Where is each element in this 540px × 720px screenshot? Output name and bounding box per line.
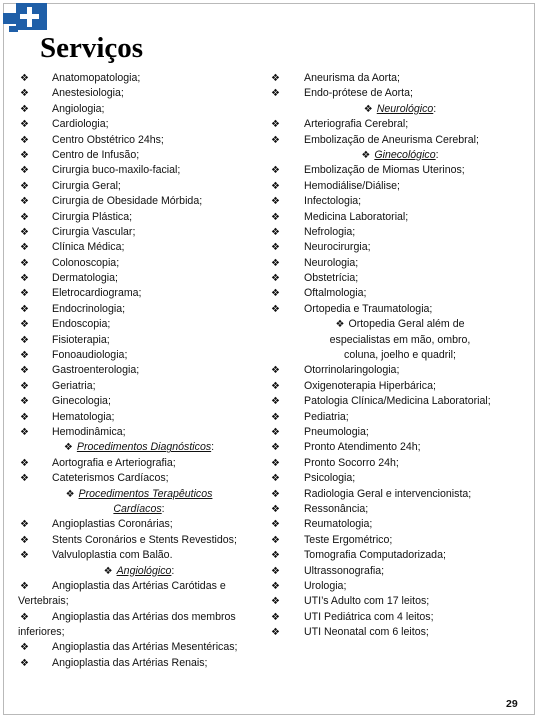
bullet-icon: ❖: [20, 519, 29, 531]
list-item: [271, 286, 529, 301]
list-item-label: Aneurisma da Aorta;: [304, 72, 400, 84]
list-item: [20, 471, 258, 486]
list-item: [20, 133, 258, 148]
bullet-icon: ❖: [271, 119, 280, 131]
list-item: [20, 640, 258, 655]
sub-list-item: [20, 487, 258, 502]
sub-list-item: [20, 564, 258, 579]
list-item-label: Infectologia;: [304, 195, 362, 208]
bullet-icon: ❖: [103, 565, 113, 577]
list-item-label: Reumatologia;: [304, 518, 373, 531]
list-item-label: Pronto Atendimento 24h;: [304, 441, 421, 454]
sub-item-suffix: :: [211, 441, 215, 454]
list-item: [20, 425, 258, 440]
list-item-label: Cateterismos Cardíacos;: [52, 472, 169, 485]
bullet-icon: ❖: [271, 288, 280, 300]
list-item: [20, 610, 258, 625]
list-item-label: Cirurgia Plástica;: [52, 210, 133, 223]
list-item-label: Obstetrícia;: [304, 272, 359, 285]
list-item-label: Medicina Laboratorial;: [304, 210, 409, 223]
list-item-label: Neurologia;: [304, 256, 359, 269]
bullet-icon: ❖: [363, 103, 373, 115]
sub-item-heading: Neurológico: [376, 102, 434, 115]
list-item-label: Aortografia e Arteriografia;: [52, 456, 176, 469]
bullet-icon: ❖: [271, 180, 280, 192]
list-item-label: Clínica Médica;: [52, 241, 125, 254]
bullet-icon: ❖: [20, 580, 29, 592]
bullet-icon: ❖: [271, 134, 280, 146]
list-item: [271, 487, 529, 502]
bullet-icon: ❖: [271, 627, 280, 639]
list-item: [271, 625, 529, 640]
list-item-label: Hemodinâmica;: [52, 425, 126, 438]
bullet-icon: ❖: [271, 473, 280, 485]
list-item-label: Gastroenterologia;: [52, 364, 140, 377]
bullet-icon: ❖: [20, 88, 29, 100]
list-item-label: Cardiologia;: [52, 118, 109, 131]
list-item: [271, 86, 529, 101]
list-item: [20, 656, 258, 671]
list-item: [20, 256, 258, 271]
list-item-label: Angioplastia das Artérias Renais;: [52, 656, 208, 669]
bullet-icon: ❖: [20, 334, 29, 346]
services-list-left: [20, 71, 258, 671]
list-item: [20, 86, 258, 101]
sub-item-heading: Ginecológico: [374, 148, 436, 161]
list-item: [271, 456, 529, 471]
list-item-label: Ginecologia;: [52, 395, 111, 408]
list-item: [20, 163, 258, 178]
list-item-label: Centro Obstétrico 24hs;: [52, 133, 164, 146]
bullet-icon: ❖: [271, 273, 280, 285]
list-item: [271, 533, 529, 548]
list-item-label: Oxigenoterapia Hiperbárica;: [304, 379, 436, 392]
list-item: [271, 610, 529, 625]
list-item-label: Eletrocardiograma;: [52, 287, 142, 300]
sub-item-label: [271, 102, 529, 117]
list-item: [20, 594, 258, 609]
sub-item-suffix: :: [435, 148, 439, 161]
list-item-label: Nefrologia;: [304, 225, 356, 238]
list-item-label: Embolização de Miomas Uterinos;: [304, 164, 465, 177]
list-item: [20, 225, 258, 240]
list-item: [271, 240, 529, 255]
bullet-icon: ❖: [20, 657, 29, 669]
list-item-label: Endocrinologia;: [52, 302, 126, 315]
list-item-label: Radiologia Geral e intervencionista;: [304, 487, 472, 500]
list-item: [20, 240, 258, 255]
list-item-label: Teste Ergométrico;: [304, 533, 393, 546]
bullet-icon: ❖: [271, 519, 280, 531]
list-item-label: Arteriografia Cerebral;: [304, 118, 409, 131]
list-item: [20, 410, 258, 425]
bullet-icon: ❖: [20, 211, 29, 223]
bullet-icon: ❖: [20, 149, 29, 161]
list-item: [271, 594, 529, 609]
list-item: [20, 517, 258, 532]
list-item-label: UTI Pediátrica com 4 leitos;: [304, 610, 434, 623]
list-item-label: Cirurgia Geral;: [52, 179, 121, 192]
list-item: [20, 317, 258, 332]
list-item-label: Centro de Infusão;: [52, 148, 140, 161]
list-item: [20, 286, 258, 301]
sub-item-label: [271, 317, 529, 332]
page-title: Serviços: [40, 32, 144, 64]
bullet-icon: ❖: [20, 73, 29, 84]
list-item-label: Urologia;: [304, 579, 347, 592]
bullet-icon: ❖: [271, 534, 280, 546]
list-item: [20, 271, 258, 286]
list-item: [271, 440, 529, 455]
bullet-icon: ❖: [271, 550, 280, 562]
list-item: [20, 210, 258, 225]
sub-list-item: [271, 102, 529, 117]
bullet-icon: ❖: [20, 426, 29, 438]
bullet-icon: ❖: [20, 273, 29, 285]
list-item: [20, 579, 258, 594]
sub-item-label: [20, 440, 258, 455]
list-item-label: Anestesiologia;: [52, 87, 124, 100]
sub-list-item: [20, 502, 258, 517]
sub-list-item: [20, 440, 258, 455]
list-item: [271, 225, 529, 240]
bullet-icon: ❖: [20, 380, 29, 392]
bullet-icon: ❖: [20, 196, 29, 208]
sub-item-heading: Procedimentos Diagnósticos: [76, 441, 212, 454]
bullet-icon: ❖: [20, 242, 29, 254]
list-item: [20, 102, 258, 117]
bullet-icon: ❖: [20, 411, 29, 423]
bullet-icon: ❖: [271, 457, 280, 469]
list-item-label: Ortopedia e Traumatologia;: [304, 302, 433, 315]
bullet-icon: ❖: [271, 88, 280, 100]
sub-item-heading: Cardíacos: [113, 502, 162, 515]
list-item-label: Patologia Clínica/Medicina Laboratorial;: [304, 395, 491, 408]
list-item-label: Cirurgia de Obesidade Mórbida;: [52, 195, 203, 208]
list-item-label: Neurocirurgia;: [304, 241, 371, 254]
sub-item-text: Ortopedia Geral além de: [348, 318, 465, 331]
bullet-icon: ❖: [271, 503, 280, 515]
bullet-icon: ❖: [335, 319, 345, 331]
list-item-label: Cirurgia Vascular;: [52, 225, 136, 238]
list-item: [271, 271, 529, 286]
list-item-label: Dermatologia;: [52, 272, 118, 285]
page-number: 29: [506, 698, 518, 710]
list-item-label: Otorrinolaringologia;: [304, 364, 400, 377]
sub-item-label: [20, 502, 258, 517]
sub-list-item: [271, 317, 529, 332]
list-item-label: Tomografia Computadorizada;: [304, 549, 446, 562]
list-item-continuation: coluna, joelho e quadril;: [344, 349, 456, 362]
list-item-label: Valvuloplastia com Balão.: [52, 549, 173, 562]
list-item: [20, 148, 258, 163]
list-item: [20, 117, 258, 132]
list-item-label: Fisioterapia;: [52, 333, 110, 346]
list-item: [271, 117, 529, 132]
list-item: [271, 564, 529, 579]
bullet-icon: ❖: [271, 596, 280, 608]
list-item: [20, 333, 258, 348]
list-item-label: Angioplastia das Artérias Carótidas e: [52, 579, 226, 592]
list-item-label: Fonoaudiologia;: [52, 349, 128, 362]
list-item: [271, 379, 529, 394]
list-item: [271, 363, 529, 378]
bullet-icon: ❖: [20, 180, 29, 192]
list-item-label: Cirurgia buco-maxilo-facial;: [52, 164, 181, 177]
bullet-icon: ❖: [20, 550, 29, 562]
sub-item-suffix: :: [171, 564, 175, 577]
bullet-icon: ❖: [271, 257, 280, 269]
sub-item-label: [20, 564, 258, 579]
list-item: [20, 179, 258, 194]
list-item: [20, 194, 258, 209]
list-item: [20, 625, 258, 640]
list-item-label: Ultrassonografia;: [304, 564, 385, 577]
bullet-icon: ❖: [20, 611, 29, 623]
list-item-label: Vertebrais;: [18, 595, 69, 608]
bullet-icon: ❖: [271, 565, 280, 577]
list-item-label: inferiores;: [18, 626, 65, 639]
list-item: [271, 179, 529, 194]
sub-item-label: [271, 148, 529, 163]
bullet-icon: ❖: [271, 442, 280, 454]
bullet-icon: ❖: [20, 288, 29, 300]
bullet-icon: ❖: [271, 380, 280, 392]
bullet-icon: ❖: [271, 396, 280, 408]
bullet-icon: ❖: [271, 226, 280, 238]
bullet-icon: ❖: [63, 442, 73, 454]
bullet-icon: ❖: [20, 534, 29, 546]
bullet-icon: ❖: [20, 119, 29, 131]
bullet-icon: ❖: [20, 257, 29, 269]
bullet-icon: ❖: [20, 226, 29, 238]
list-item: [271, 333, 529, 348]
bullet-icon: ❖: [20, 134, 29, 146]
sub-item-suffix: :: [161, 502, 165, 515]
list-item-label: Angioplastia das Artérias dos membros: [52, 610, 236, 623]
list-item-label: Embolização de Aneurisma Cerebral;: [304, 133, 479, 146]
list-item-label: Anatomopatologia;: [52, 72, 141, 84]
list-item-continuation: especialistas em mão, ombro,: [329, 333, 471, 346]
bullet-icon: ❖: [20, 457, 29, 469]
services-list-right: [271, 71, 529, 640]
sub-item-label: [20, 487, 258, 502]
list-item: [271, 302, 529, 317]
list-item-label: Ressonância;: [304, 502, 369, 515]
list-item: [20, 348, 258, 363]
bullet-icon: ❖: [271, 365, 280, 377]
list-item-label: Hemodiálise/Diálise;: [304, 179, 400, 192]
list-item: [271, 163, 529, 178]
list-item-label: Hematologia;: [52, 410, 115, 423]
list-item-label: Oftalmologia;: [304, 287, 367, 300]
list-item: [20, 71, 258, 86]
list-item: [20, 533, 258, 548]
bullet-icon: ❖: [271, 211, 280, 223]
list-item: [271, 394, 529, 409]
bullet-icon: ❖: [361, 149, 371, 161]
sub-item-heading: Angiológico: [116, 564, 172, 577]
bullet-icon: ❖: [20, 165, 29, 177]
bullet-icon: ❖: [20, 473, 29, 485]
bullet-icon: ❖: [271, 165, 280, 177]
list-item: [271, 548, 529, 563]
list-item: [271, 471, 529, 486]
sub-item-suffix: :: [433, 102, 437, 115]
bullet-icon: ❖: [20, 365, 29, 377]
bullet-icon: ❖: [271, 196, 280, 208]
sub-item-heading: Procedimentos Terapêuticos: [78, 487, 213, 500]
bullet-icon: ❖: [271, 73, 280, 84]
list-item: [271, 579, 529, 594]
bullet-icon: ❖: [271, 303, 280, 315]
list-item-label: Pneumologia;: [304, 425, 369, 438]
bullet-icon: ❖: [271, 242, 280, 254]
list-item-label: Stents Coronários e Stents Revestidos;: [52, 533, 237, 546]
list-item-label: UTI Neonatal com 6 leitos;: [304, 626, 429, 639]
list-item-label: Geriatria;: [52, 379, 96, 392]
list-item-label: Psicologia;: [304, 472, 356, 485]
list-item: [271, 348, 529, 363]
bullet-icon: ❖: [20, 350, 29, 362]
list-item-label: Endo-prótese de Aorta;: [304, 87, 413, 100]
list-item: [271, 210, 529, 225]
bullet-icon: ❖: [20, 103, 29, 115]
list-item: [20, 379, 258, 394]
list-item: [271, 256, 529, 271]
bullet-icon: ❖: [271, 426, 280, 438]
list-item-label: Endoscopia;: [52, 318, 111, 331]
list-item: [20, 363, 258, 378]
list-item-label: Colonoscopia;: [52, 256, 120, 269]
bullet-icon: ❖: [271, 580, 280, 592]
list-item: [271, 194, 529, 209]
list-item: [20, 456, 258, 471]
list-item: [271, 425, 529, 440]
list-item-label: Pronto Socorro 24h;: [304, 456, 399, 469]
list-item-label: UTI’s Adulto com 17 leitos;: [304, 595, 430, 608]
bullet-icon: ❖: [20, 642, 29, 654]
list-item: [271, 517, 529, 532]
list-item: [271, 133, 529, 148]
list-item: [20, 394, 258, 409]
list-item-label: Pediatria;: [304, 410, 349, 423]
sub-list-item: [271, 148, 529, 163]
list-item-label: Angioplastias Coronárias;: [52, 518, 173, 531]
list-item-label: Angiologia;: [52, 102, 105, 115]
bullet-icon: ❖: [65, 488, 75, 500]
list-item: [20, 302, 258, 317]
bullet-icon: ❖: [20, 396, 29, 408]
list-item: [271, 410, 529, 425]
list-item: [271, 502, 529, 517]
bullet-icon: ❖: [20, 303, 29, 315]
bullet-icon: ❖: [271, 411, 280, 423]
list-item: [271, 71, 529, 86]
list-item-label: Angioplastia das Artérias Mesentéricas;: [52, 641, 238, 654]
bullet-icon: ❖: [271, 611, 280, 623]
list-item: [20, 548, 258, 563]
bullet-icon: ❖: [271, 488, 280, 500]
bullet-icon: ❖: [20, 319, 29, 331]
